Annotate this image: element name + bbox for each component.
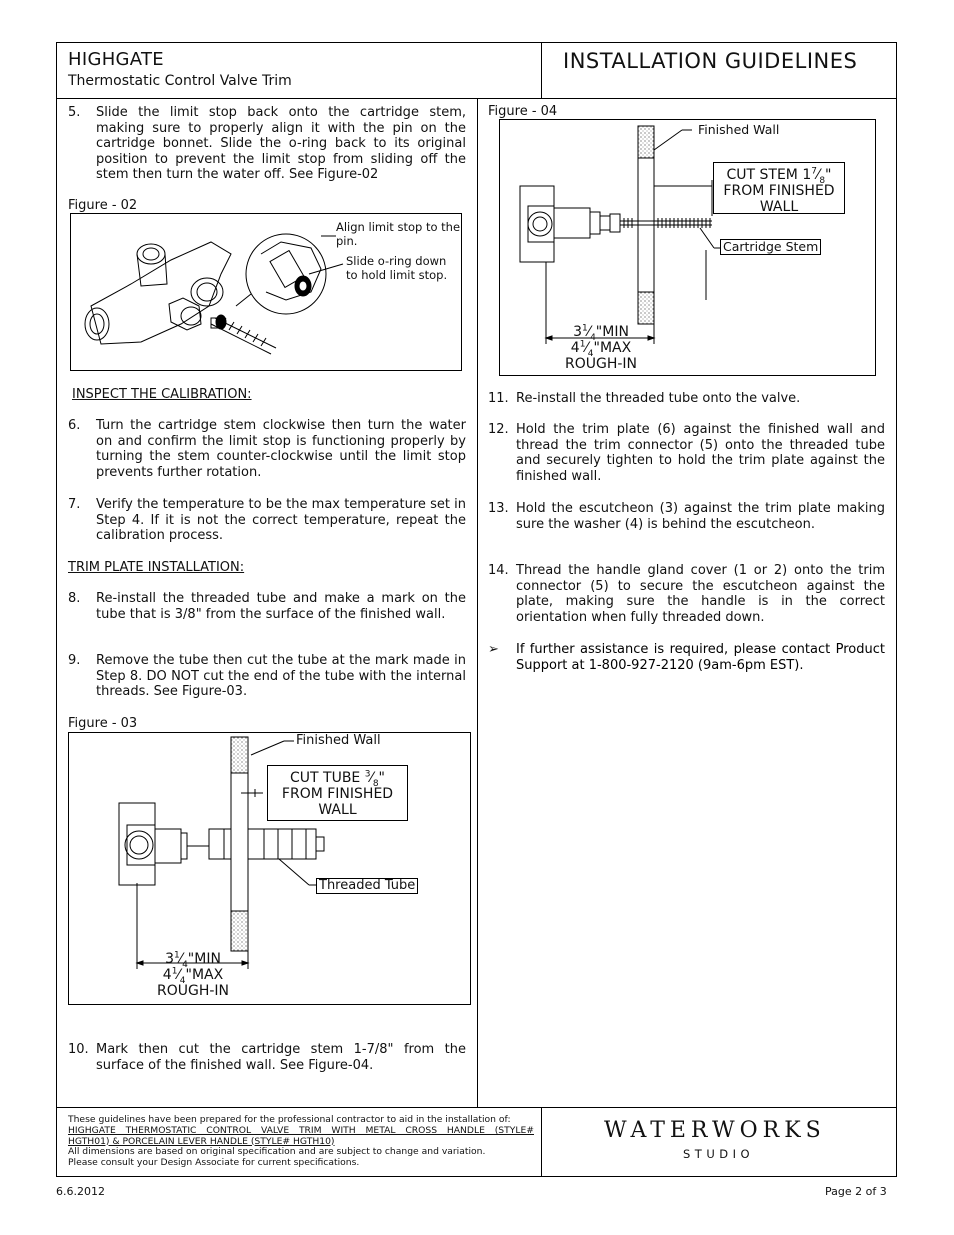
- step-text: Hold the escutcheon (3) against the trim plate making sure the washer (4) is behind the escutcheon.: [516, 501, 885, 532]
- cut-tube-note: [267, 765, 408, 821]
- trim-plate-heading: TRIM PLATE INSTALLATION:: [68, 560, 245, 575]
- step-number: 7.: [68, 497, 81, 512]
- step-number: 5.: [68, 105, 81, 120]
- step-number: 11.: [488, 391, 509, 406]
- product-subtitle: Thermostatic Control Valve Trim: [68, 73, 292, 89]
- footer-line-5: Please consult your Design Associate for current specifications.: [68, 1157, 360, 1169]
- step-number: 8.: [68, 591, 81, 606]
- step-text: Re-install the threaded tube onto the valve.: [516, 391, 801, 406]
- bullet-arrow-icon: ➢: [488, 642, 499, 657]
- body-column-divider: [477, 98, 478, 1108]
- step-text: Verify the temperature to be the max temperature set in Step 4. If it is not the correct temperature, repeat the calibration process.: [96, 497, 466, 544]
- step-text: Remove the tube then cut the tube at the mark made in Step 8. DO NOT cut the end of the tube with the internal threads. See Figure-03.: [96, 653, 466, 700]
- assistance-text: If further assistance is required, please contact Product Support at 1-800-927-2120 (9am-6pm EST).: [516, 642, 885, 673]
- figure-04-label: Figure - 04: [488, 104, 558, 119]
- step-number: 10.: [68, 1042, 89, 1057]
- header-column-divider: [541, 42, 542, 99]
- step-number: 9.: [68, 653, 81, 668]
- step-text: Slide the limit stop back onto the cartridge stem, making sure to properly align it with the pin on the cartridge bonnet. Slide the o-ring back to its original position to prevent the limit stop from sliding off the stem then turn the water off. See Figure-02: [96, 105, 466, 183]
- studio-logo: STUDIO: [683, 1147, 755, 1161]
- step-number: 6.: [68, 418, 81, 433]
- footer-divider: [56, 1107, 897, 1108]
- figure-04: [499, 119, 876, 376]
- rough-in-dimension: [540, 324, 662, 372]
- finished-wall-label: Finished Wall: [698, 122, 780, 137]
- document-date: 6.6.2012: [56, 1185, 105, 1198]
- cut-stem-line2: FROM FINISHED: [723, 183, 835, 199]
- step-number: 14.: [488, 563, 509, 578]
- figure-02-label: Figure - 02: [68, 198, 138, 213]
- step-number: 13.: [488, 501, 509, 516]
- callout-align-limit-stop: Align limit stop to the pin.: [336, 220, 461, 248]
- footer-line-3: HGTH01) & PORCELAIN LEVER HANDLE (STYLE# HGTH10): [68, 1135, 335, 1147]
- cut-tube-line2: FROM FINISHED: [281, 786, 394, 802]
- rough-in-min: $3^1⁄_4"MIN$: [165, 950, 221, 970]
- figure-02: [70, 213, 462, 371]
- footer-line-4: All dimensions are based on original specification and are subject to change and variation.: [68, 1146, 486, 1158]
- threaded-tube-label: Threaded Tube: [316, 878, 418, 894]
- figure-03-label: Figure - 03: [68, 716, 138, 731]
- rough-in-min: $3^1⁄_4"MIN$: [573, 323, 629, 343]
- rough-in-label: ROUGH-IN: [156, 983, 230, 999]
- page-title: INSTALLATION GUIDELINES: [563, 49, 858, 73]
- rough-in-max: $4^1⁄_4"MAX$: [570, 339, 632, 359]
- footer-line-1: These guidelines have been prepared for the professional contractor to aid in the installation of:: [68, 1114, 511, 1125]
- step-text: Turn the cartridge stem clockwise then turn the water on and confirm the limit stop is functioning properly by turning the stem counter-clockwise until the limit stop prevents further rotation.: [96, 418, 466, 480]
- cut-tube-line1: CUT TUBE $^3⁄_8$": [290, 769, 385, 789]
- inspect-calibration-heading: INSPECT THE CALIBRATION:: [72, 387, 252, 402]
- footer-line-2: HIGHGATE THERMOSTATIC CONTROL VALVE TRIM WITH METAL CROSS HANDLE (STYLE#: [68, 1124, 534, 1136]
- callout-slide-oring: Slide o-ring down to hold limit stop.: [346, 254, 448, 282]
- product-name: HIGHGATE: [68, 49, 164, 70]
- figure-03: [68, 732, 471, 1005]
- waterworks-logo: WATERWORKS: [604, 1118, 826, 1143]
- step-text: Mark then cut the cartridge stem 1-7/8" from the surface of the finished wall. See Figure-04.: [96, 1042, 466, 1073]
- cut-tube-line3: WALL: [318, 802, 357, 818]
- step-text: Thread the handle gland cover (1 or 2) onto the trim connector (5) to secure the escutcheon against the plate, making sure the handle is in the correct orientation when fully threaded down.: [516, 563, 885, 625]
- page-number: Page 2 of 3: [825, 1185, 887, 1198]
- footer-column-divider: [541, 1107, 542, 1177]
- cartridge-stem-label: Cartridge Stem: [720, 239, 821, 255]
- step-text: Hold the trim plate (6) against the finished wall and thread the trim connector (5) onto the threaded tube and securely tighten to hold the trim plate against the finished wall.: [516, 422, 885, 484]
- finished-wall-label: Finished Wall: [296, 733, 381, 748]
- cut-stem-note: [713, 162, 845, 214]
- step-text: Re-install the threaded tube and make a mark on the tube that is 3/8" from the surface of the finished wall.: [96, 591, 466, 622]
- step-number: 12.: [488, 422, 509, 437]
- rough-in-label: ROUGH-IN: [564, 356, 638, 372]
- cut-stem-line1: CUT STEM $1^7⁄_8$": [726, 166, 832, 186]
- cut-stem-line3: WALL: [759, 199, 799, 215]
- rough-in-max: $4^1⁄_4"MAX$: [162, 966, 224, 986]
- footer-disclaimer: [68, 1115, 534, 1169]
- rough-in-dimension: [131, 951, 255, 999]
